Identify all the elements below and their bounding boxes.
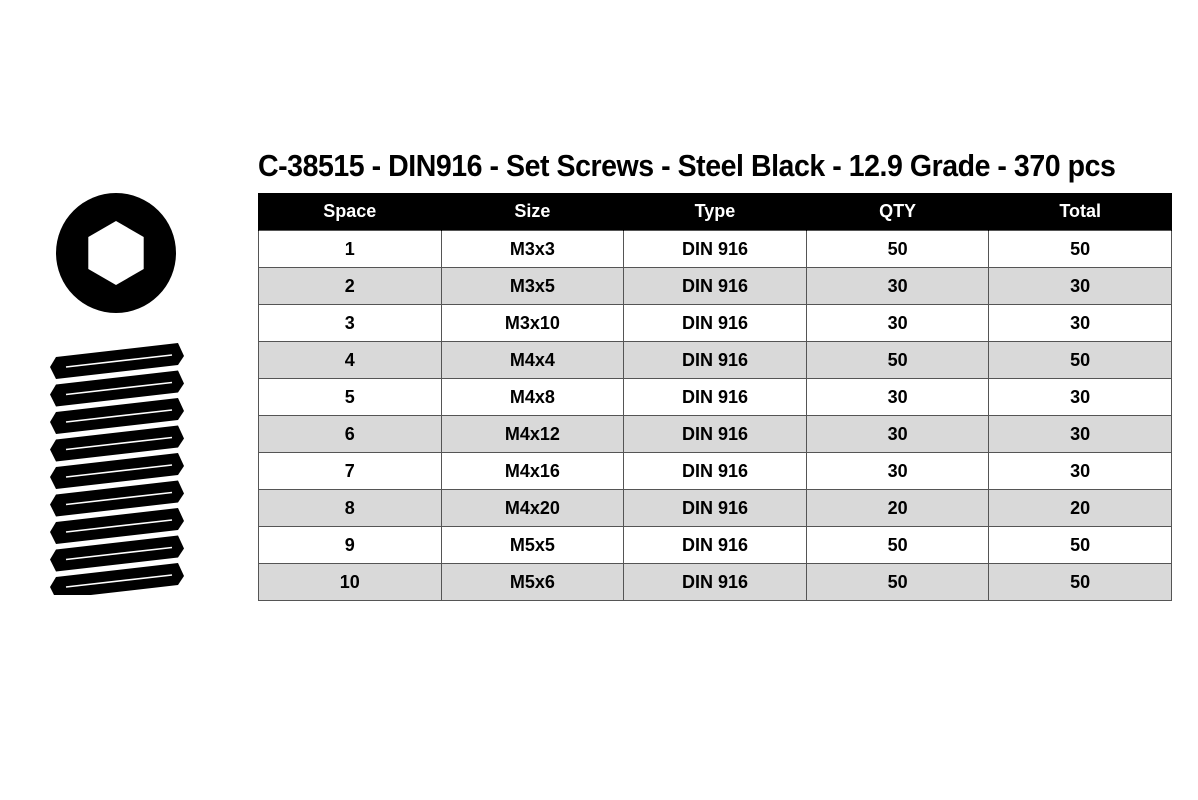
cell-qty: 20 — [806, 490, 989, 527]
page-title: C-38515 - DIN916 - Set Screws - Steel Black - 12.9 Grade - 370 pcs — [258, 148, 1116, 183]
cell-space: 4 — [259, 342, 442, 379]
hex-socket-head-icon — [56, 193, 176, 313]
table-row — [259, 490, 1172, 527]
cell-total: 30 — [989, 305, 1172, 342]
cell-type: DIN 916 — [624, 564, 807, 601]
cell-type: DIN 916 — [624, 453, 807, 490]
cell-total: 50 — [989, 527, 1172, 564]
cell-qty: 50 — [806, 231, 989, 268]
header-size: Size — [441, 193, 624, 231]
cell-type: DIN 916 — [624, 490, 807, 527]
cell-qty: 30 — [806, 379, 989, 416]
cell-space: 5 — [259, 379, 442, 416]
cell-qty: 30 — [806, 268, 989, 305]
cell-type: DIN 916 — [624, 416, 807, 453]
cell-size: M3x5 — [441, 268, 624, 305]
cell-size: M3x10 — [441, 305, 624, 342]
cell-space: 3 — [259, 305, 442, 342]
cell-type: DIN 916 — [624, 305, 807, 342]
cell-size: M5x6 — [441, 564, 624, 601]
header-qty: QTY — [806, 193, 989, 231]
set-screw-illustration — [40, 185, 200, 595]
cell-size: M4x12 — [441, 416, 624, 453]
table-row — [259, 268, 1172, 305]
table-row — [259, 305, 1172, 342]
cell-size: M4x16 — [441, 453, 624, 490]
threaded-screw-body-icon — [50, 343, 184, 595]
cell-type: DIN 916 — [624, 527, 807, 564]
cell-qty: 30 — [806, 453, 989, 490]
cell-space: 8 — [259, 490, 442, 527]
table-row — [259, 453, 1172, 490]
cell-space: 2 — [259, 268, 442, 305]
cell-space: 9 — [259, 527, 442, 564]
header-type: Type — [624, 193, 807, 231]
table-row — [259, 231, 1172, 268]
table-row — [259, 564, 1172, 601]
cell-size: M5x5 — [441, 527, 624, 564]
header-total: Total — [989, 193, 1172, 231]
table-row — [259, 416, 1172, 453]
cell-qty: 30 — [806, 305, 989, 342]
cell-type: DIN 916 — [624, 231, 807, 268]
cell-total: 20 — [989, 490, 1172, 527]
cell-type: DIN 916 — [624, 342, 807, 379]
cell-space: 1 — [259, 231, 442, 268]
table-header-row — [259, 193, 1172, 231]
table-row — [259, 379, 1172, 416]
cell-size: M4x8 — [441, 379, 624, 416]
cell-total: 30 — [989, 379, 1172, 416]
cell-size: M4x4 — [441, 342, 624, 379]
cell-space: 6 — [259, 416, 442, 453]
cell-total: 50 — [989, 231, 1172, 268]
cell-total: 30 — [989, 453, 1172, 490]
cell-qty: 50 — [806, 564, 989, 601]
cell-qty: 30 — [806, 416, 989, 453]
cell-space: 10 — [259, 564, 442, 601]
cell-size: M4x20 — [441, 490, 624, 527]
cell-type: DIN 916 — [624, 268, 807, 305]
table-row — [259, 342, 1172, 379]
cell-total: 50 — [989, 564, 1172, 601]
spec-table — [258, 193, 1172, 601]
cell-total: 50 — [989, 342, 1172, 379]
cell-type: DIN 916 — [624, 379, 807, 416]
cell-qty: 50 — [806, 342, 989, 379]
cell-space: 7 — [259, 453, 442, 490]
cell-total: 30 — [989, 416, 1172, 453]
cell-size: M3x3 — [441, 231, 624, 268]
cell-qty: 50 — [806, 527, 989, 564]
cell-total: 30 — [989, 268, 1172, 305]
table-row — [259, 527, 1172, 564]
header-space: Space — [259, 193, 442, 231]
